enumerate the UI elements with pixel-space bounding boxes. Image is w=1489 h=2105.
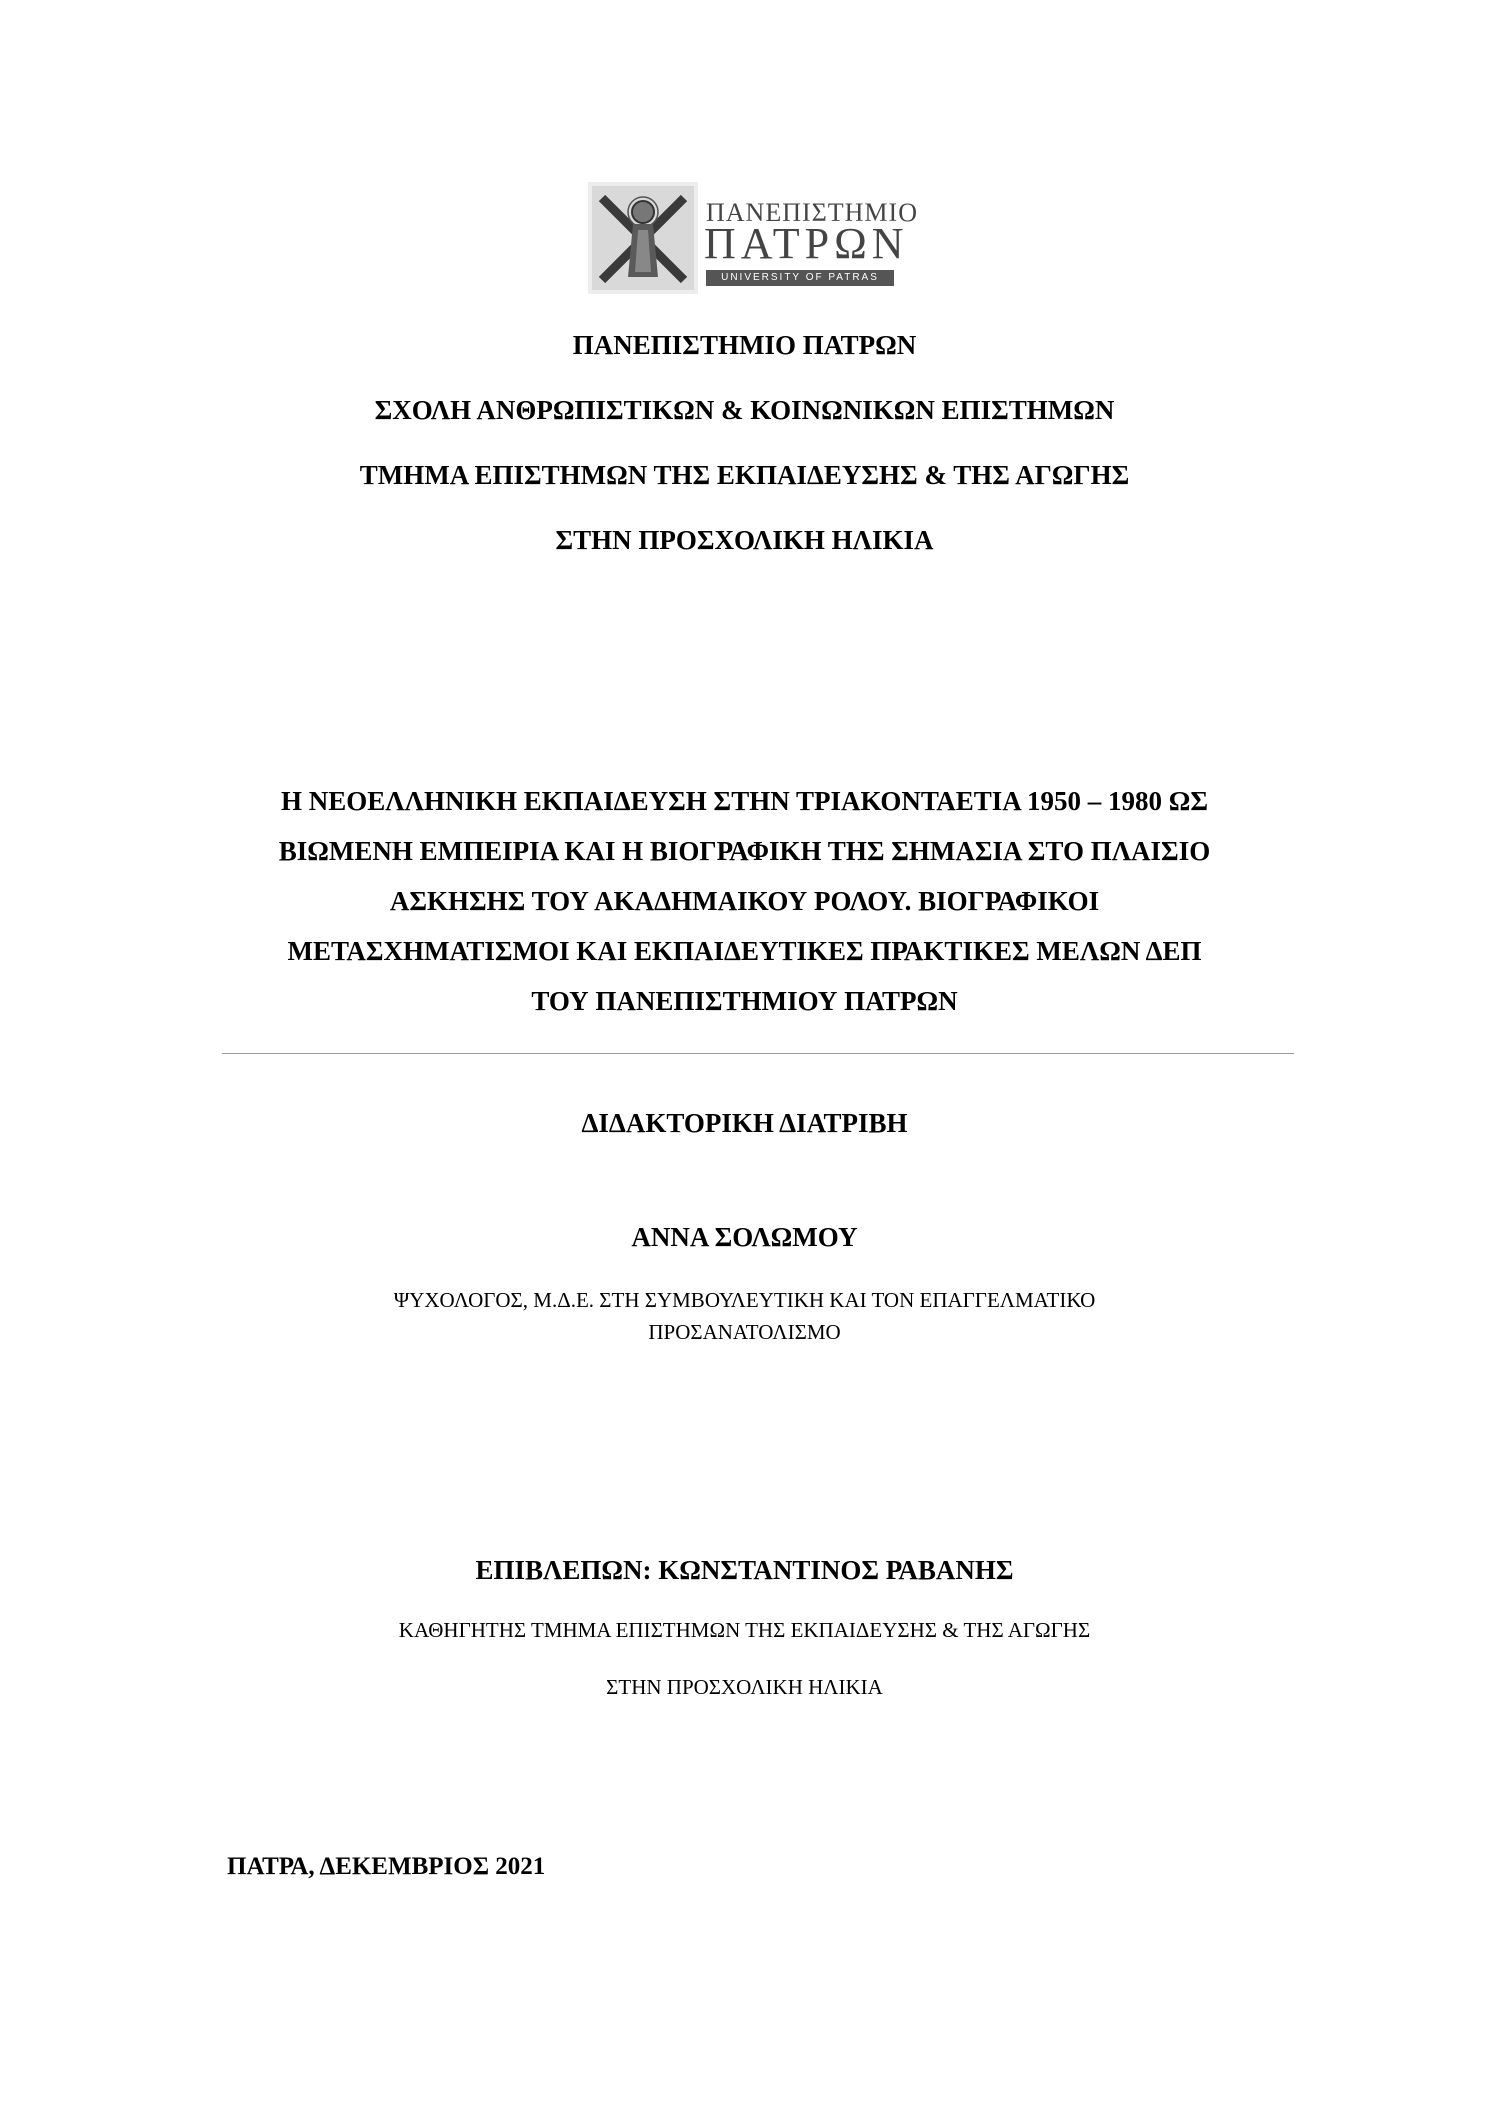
- supervisor-role-line1: ΚΑΘΗΓΗΤΗΣ ΤΜΗΜΑ ΕΠΙΣΤΗΜΩΝ ΤΗΣ ΕΚΠΑΙΔΕΥΣΗΣ & ΤΗΣ ΑΓΩΓΗΣ: [398, 1618, 1091, 1642]
- thesis-title-line2: ΒΙΩΜΕΝΗ ΕΜΠΕΙΡΙΑ ΚΑΙ Η ΒΙΟΓΡΑΦΙΚΗ ΤΗΣ ΣΗΜΑΣΙΑ ΣΤΟ ΠΛΑΙΣΙΟ: [278, 836, 1211, 866]
- school-name: ΣΧΟΛΗ ΑΝΘΡΩΠΙΣΤΙΚΩΝ & ΚΟΙΝΩΝΙΚΩΝ ΕΠΙΣΤΗΜΩΝ: [374, 395, 1115, 425]
- university-logo: [588, 182, 918, 294]
- department-name-line2: ΣΤΗΝ ΠΡΟΣΧΟΛΙΚΗ ΗΛΙΚΙΑ: [555, 525, 934, 555]
- thesis-title-line4: ΜΕΤΑΣΧΗΜΑΤΙΣΜΟΙ ΚΑΙ ΕΚΠΑΙΔΕΥΤΙΚΕΣ ΠΡΑΚΤΙΚΕΣ ΜΕΛΩΝ ΔΕΠ: [287, 936, 1202, 966]
- author-credentials-line1: ΨΥΧΟΛΟΓΟΣ, Μ.Δ.Ε. ΣΤΗ ΣΥΜΒΟΥΛΕΥΤΙΚΗ ΚΑΙ ΤΟΝ ΕΠΑΓΓΕΛΜΑΤΙΚΟ: [393, 1288, 1096, 1312]
- place-date: ΠΑΤΡΑ, ΔΕΚΕΜΒΡΙΟΣ 2021: [227, 1853, 546, 1880]
- author-credentials-line2: ΠΡΟΣΑΝΑΤΟΛΙΣΜΟ: [648, 1320, 841, 1344]
- logo-band-english: UNIVERSITY OF PATRAS: [706, 270, 894, 286]
- supervisor-name: ΕΠΙΒΛΕΠΩΝ: ΚΩΝΣΤΑΝΤΙΝΟΣ ΡΑΒΑΝΗΣ: [475, 1555, 1014, 1585]
- logo-text-university: ΠΑΝΕΠΙΣΤΗΜΙΟ: [706, 198, 918, 227]
- department-name-line1: ΤΜΗΜΑ ΕΠΙΣΤΗΜΩΝ ΤΗΣ ΕΚΠΑΙΔΕΥΣΗΣ & ΤΗΣ ΑΓΩΓΗΣ: [359, 460, 1130, 490]
- document-type: ΔΙΔΑΚΤΟΡΙΚΗ ΔΙΑΤΡΙΒΗ: [581, 1108, 908, 1138]
- title-divider: [222, 1053, 1294, 1054]
- thesis-title-line1: Η ΝΕΟΕΛΛΗΝΙΚΗ ΕΚΠΑΙΔΕΥΣΗ ΣΤΗΝ ΤΡΙΑΚΟΝΤΑΕΤΙΑ 1950 – 1980 ΩΣ: [280, 786, 1209, 816]
- thesis-title-line5: ΤΟΥ ΠΑΝΕΠΙΣΤΗΜΙΟΥ ΠΑΤΡΩΝ: [531, 986, 958, 1016]
- logo-text-patras: ΠΑΤΡΩΝ: [704, 219, 909, 268]
- university-name: ΠΑΝΕΠΙΣΤΗΜΙΟ ΠΑΤΡΩΝ: [572, 330, 917, 360]
- supervisor-role-line2: ΣΤΗΝ ΠΡΟΣΧΟΛΙΚΗ ΗΛΙΚΙΑ: [606, 1675, 883, 1699]
- author-name: ΑΝΝΑ ΣΟΛΩΜΟΥ: [631, 1222, 858, 1252]
- thesis-title-line3: ΑΣΚΗΣΗΣ ΤΟΥ ΑΚΑΔΗΜΑΙΚΟΥ ΡΟΛΟΥ. ΒΙΟΓΡΑΦΙΚΟΙ: [389, 886, 1100, 916]
- saint-andrew-emblem-icon: [588, 182, 698, 294]
